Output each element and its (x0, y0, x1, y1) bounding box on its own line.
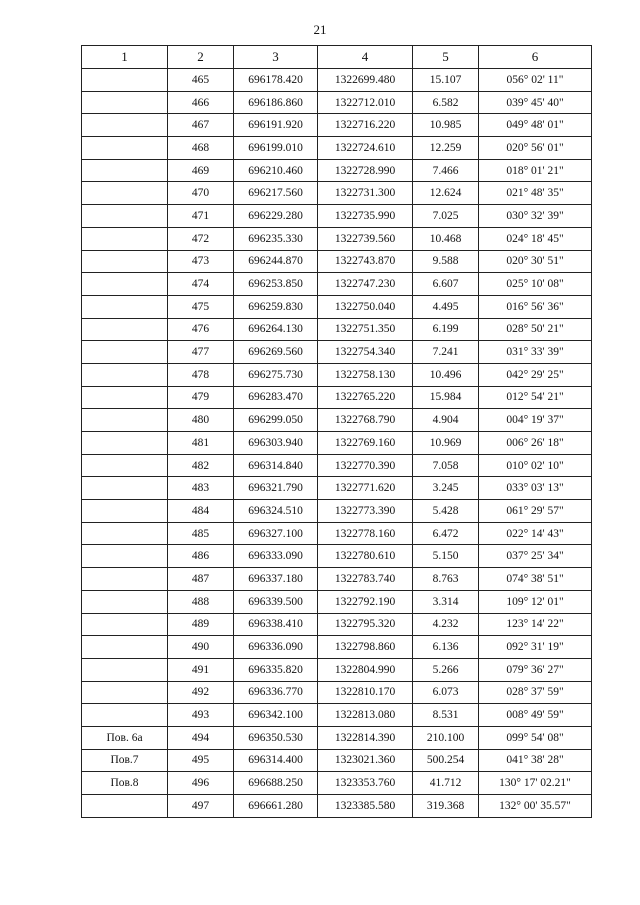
x-coordinate-cell: 696235.330 (234, 227, 318, 250)
y-coordinate-cell: 1322769.160 (318, 432, 413, 455)
y-coordinate-cell: 1322810.170 (318, 681, 413, 704)
turn-label-cell (82, 205, 168, 228)
distance-cell: 6.607 (413, 273, 479, 296)
point-number-cell: 494 (168, 726, 234, 749)
x-coordinate-cell: 696338.410 (234, 613, 318, 636)
distance-cell: 8.763 (413, 568, 479, 591)
point-number-cell: 477 (168, 341, 234, 364)
table-row (82, 681, 592, 704)
point-number-cell: 472 (168, 227, 234, 250)
y-coordinate-cell: 1323021.360 (318, 749, 413, 772)
bearing-cell: 109° 12' 01" (479, 590, 592, 613)
distance-cell: 10.969 (413, 432, 479, 455)
bearing-cell: 028° 50' 21" (479, 318, 592, 341)
x-coordinate-cell: 696321.790 (234, 477, 318, 500)
y-coordinate-cell: 1322751.350 (318, 318, 413, 341)
distance-cell: 6.136 (413, 636, 479, 659)
turn-label-cell: Пов.7 (82, 749, 168, 772)
x-coordinate-cell: 696253.850 (234, 273, 318, 296)
turn-label-cell: Пов. 6а (82, 726, 168, 749)
turn-label-cell (82, 386, 168, 409)
turn-label-cell (82, 137, 168, 160)
table-row (82, 795, 592, 818)
x-coordinate-cell: 696275.730 (234, 363, 318, 386)
bearing-cell: 020° 30' 51" (479, 250, 592, 273)
turn-label-cell (82, 409, 168, 432)
distance-cell: 7.241 (413, 341, 479, 364)
y-coordinate-cell: 1322804.990 (318, 658, 413, 681)
distance-cell: 12.259 (413, 137, 479, 160)
table-row (82, 704, 592, 727)
table-row (82, 159, 592, 182)
table-row (82, 658, 592, 681)
point-number-cell: 476 (168, 318, 234, 341)
bearing-cell: 021° 48' 35" (479, 182, 592, 205)
bearing-cell: 037° 25' 34" (479, 545, 592, 568)
y-coordinate-cell: 1323385.580 (318, 795, 413, 818)
y-coordinate-cell: 1322758.130 (318, 363, 413, 386)
bearing-cell: 123° 14' 22" (479, 613, 592, 636)
y-coordinate-cell: 1323353.760 (318, 772, 413, 795)
table-row (82, 318, 592, 341)
table-row (82, 454, 592, 477)
y-coordinate-cell: 1322813.080 (318, 704, 413, 727)
bearing-cell: 010° 02' 10" (479, 454, 592, 477)
y-coordinate-cell: 1322743.870 (318, 250, 413, 273)
turn-label-cell (82, 363, 168, 386)
point-number-cell: 468 (168, 137, 234, 160)
point-number-cell: 496 (168, 772, 234, 795)
y-coordinate-cell: 1322724.610 (318, 137, 413, 160)
bearing-cell: 092° 31' 19" (479, 636, 592, 659)
turn-label-cell (82, 500, 168, 523)
column-header: 3 (234, 46, 318, 69)
coordinates-table (81, 45, 592, 818)
point-number-cell: 480 (168, 409, 234, 432)
y-coordinate-cell: 1322699.480 (318, 69, 413, 92)
x-coordinate-cell: 696314.840 (234, 454, 318, 477)
distance-cell: 4.495 (413, 295, 479, 318)
y-coordinate-cell: 1322771.620 (318, 477, 413, 500)
x-coordinate-cell: 696337.180 (234, 568, 318, 591)
distance-cell: 9.588 (413, 250, 479, 273)
table-row (82, 636, 592, 659)
bearing-cell: 099° 54' 08" (479, 726, 592, 749)
column-header: 5 (413, 46, 479, 69)
distance-cell: 10.496 (413, 363, 479, 386)
distance-cell: 10.985 (413, 114, 479, 137)
distance-cell: 319.368 (413, 795, 479, 818)
y-coordinate-cell: 1322750.040 (318, 295, 413, 318)
y-coordinate-cell: 1322770.390 (318, 454, 413, 477)
y-coordinate-cell: 1322783.740 (318, 568, 413, 591)
table-row (82, 69, 592, 92)
bearing-cell: 056° 02' 11" (479, 69, 592, 92)
point-number-cell: 491 (168, 658, 234, 681)
table-row (82, 545, 592, 568)
table-row (82, 386, 592, 409)
bearing-cell: 028° 37' 59" (479, 681, 592, 704)
point-number-cell: 495 (168, 749, 234, 772)
point-number-cell: 470 (168, 182, 234, 205)
x-coordinate-cell: 696199.010 (234, 137, 318, 160)
distance-cell: 6.582 (413, 91, 479, 114)
bearing-cell: 061° 29' 57" (479, 500, 592, 523)
distance-cell: 5.150 (413, 545, 479, 568)
turn-label-cell (82, 545, 168, 568)
bearing-cell: 030° 32' 39" (479, 205, 592, 228)
y-coordinate-cell: 1322735.990 (318, 205, 413, 228)
point-number-cell: 475 (168, 295, 234, 318)
point-number-cell: 471 (168, 205, 234, 228)
x-coordinate-cell: 696303.940 (234, 432, 318, 455)
distance-cell: 10.468 (413, 227, 479, 250)
point-number-cell: 469 (168, 159, 234, 182)
x-coordinate-cell: 696259.830 (234, 295, 318, 318)
turn-label-cell (82, 636, 168, 659)
table-row (82, 114, 592, 137)
y-coordinate-cell: 1322731.300 (318, 182, 413, 205)
table-row (82, 432, 592, 455)
table-row (82, 363, 592, 386)
distance-cell: 6.073 (413, 681, 479, 704)
distance-cell: 4.904 (413, 409, 479, 432)
distance-cell: 8.531 (413, 704, 479, 727)
turn-label-cell (82, 613, 168, 636)
table-row (82, 205, 592, 228)
bearing-cell: 008° 49' 59" (479, 704, 592, 727)
x-coordinate-cell: 696661.280 (234, 795, 318, 818)
distance-cell: 41.712 (413, 772, 479, 795)
bearing-cell: 132° 00' 35.57" (479, 795, 592, 818)
x-coordinate-cell: 696336.090 (234, 636, 318, 659)
bearing-cell: 020° 56' 01" (479, 137, 592, 160)
y-coordinate-cell: 1322792.190 (318, 590, 413, 613)
table-row (82, 91, 592, 114)
point-number-cell: 473 (168, 250, 234, 273)
point-number-cell: 483 (168, 477, 234, 500)
x-coordinate-cell: 696210.460 (234, 159, 318, 182)
table-row (82, 250, 592, 273)
turn-label-cell (82, 590, 168, 613)
y-coordinate-cell: 1322768.790 (318, 409, 413, 432)
table-row (82, 409, 592, 432)
x-coordinate-cell: 696264.130 (234, 318, 318, 341)
table-row (82, 500, 592, 523)
x-coordinate-cell: 696217.560 (234, 182, 318, 205)
bearing-cell: 024° 18' 45" (479, 227, 592, 250)
x-coordinate-cell: 696335.820 (234, 658, 318, 681)
turn-label-cell (82, 795, 168, 818)
turn-label-cell: Пов.8 (82, 772, 168, 795)
turn-label-cell (82, 318, 168, 341)
x-coordinate-cell: 696688.250 (234, 772, 318, 795)
bearing-cell: 016° 56' 36" (479, 295, 592, 318)
x-coordinate-cell: 696178.420 (234, 69, 318, 92)
turn-label-cell (82, 182, 168, 205)
bearing-cell: 022° 14' 43" (479, 522, 592, 545)
x-coordinate-cell: 696342.100 (234, 704, 318, 727)
bearing-cell: 004° 19' 37" (479, 409, 592, 432)
y-coordinate-cell: 1322780.610 (318, 545, 413, 568)
table-row (82, 726, 592, 749)
bearing-cell: 074° 38' 51" (479, 568, 592, 591)
point-number-cell: 466 (168, 91, 234, 114)
turn-label-cell (82, 522, 168, 545)
table-header-row (82, 46, 592, 69)
distance-cell: 7.058 (413, 454, 479, 477)
point-number-cell: 474 (168, 273, 234, 296)
table-row (82, 341, 592, 364)
y-coordinate-cell: 1322728.990 (318, 159, 413, 182)
distance-cell: 3.245 (413, 477, 479, 500)
point-number-cell: 489 (168, 613, 234, 636)
turn-label-cell (82, 341, 168, 364)
x-coordinate-cell: 696191.920 (234, 114, 318, 137)
turn-label-cell (82, 454, 168, 477)
x-coordinate-cell: 696186.860 (234, 91, 318, 114)
turn-label-cell (82, 568, 168, 591)
y-coordinate-cell: 1322739.560 (318, 227, 413, 250)
table-row (82, 477, 592, 500)
y-coordinate-cell: 1322716.220 (318, 114, 413, 137)
x-coordinate-cell: 696350.530 (234, 726, 318, 749)
point-number-cell: 481 (168, 432, 234, 455)
column-header: 1 (82, 46, 168, 69)
x-coordinate-cell: 696244.870 (234, 250, 318, 273)
x-coordinate-cell: 696269.560 (234, 341, 318, 364)
distance-cell: 15.984 (413, 386, 479, 409)
page-number: 21 (313, 22, 327, 37)
table-body (82, 69, 592, 818)
turn-label-cell (82, 227, 168, 250)
bearing-cell: 033° 03' 13" (479, 477, 592, 500)
x-coordinate-cell: 696314.400 (234, 749, 318, 772)
bearing-cell: 012° 54' 21" (479, 386, 592, 409)
distance-cell: 3.314 (413, 590, 479, 613)
x-coordinate-cell: 696333.090 (234, 545, 318, 568)
distance-cell: 7.466 (413, 159, 479, 182)
distance-cell: 6.472 (413, 522, 479, 545)
y-coordinate-cell: 1322712.010 (318, 91, 413, 114)
bearing-cell: 031° 33' 39" (479, 341, 592, 364)
turn-label-cell (82, 114, 168, 137)
turn-label-cell (82, 295, 168, 318)
point-number-cell: 490 (168, 636, 234, 659)
y-coordinate-cell: 1322814.390 (318, 726, 413, 749)
column-header: 4 (318, 46, 413, 69)
point-number-cell: 484 (168, 500, 234, 523)
point-number-cell: 479 (168, 386, 234, 409)
turn-label-cell (82, 159, 168, 182)
table-row (82, 273, 592, 296)
point-number-cell: 497 (168, 795, 234, 818)
point-number-cell: 467 (168, 114, 234, 137)
y-coordinate-cell: 1322795.320 (318, 613, 413, 636)
table-row (82, 522, 592, 545)
y-coordinate-cell: 1322754.340 (318, 341, 413, 364)
table-row (82, 137, 592, 160)
turn-label-cell (82, 250, 168, 273)
table-row (82, 182, 592, 205)
point-number-cell: 487 (168, 568, 234, 591)
turn-label-cell (82, 69, 168, 92)
distance-cell: 5.266 (413, 658, 479, 681)
point-number-cell: 478 (168, 363, 234, 386)
y-coordinate-cell: 1322773.390 (318, 500, 413, 523)
column-header: 2 (168, 46, 234, 69)
distance-cell: 5.428 (413, 500, 479, 523)
bearing-cell: 025° 10' 08" (479, 273, 592, 296)
distance-cell: 4.232 (413, 613, 479, 636)
table-row (82, 295, 592, 318)
y-coordinate-cell: 1322765.220 (318, 386, 413, 409)
point-number-cell: 493 (168, 704, 234, 727)
turn-label-cell (82, 432, 168, 455)
turn-label-cell (82, 477, 168, 500)
x-coordinate-cell: 696229.280 (234, 205, 318, 228)
bearing-cell: 041° 38' 28" (479, 749, 592, 772)
y-coordinate-cell: 1322778.160 (318, 522, 413, 545)
table-row (82, 772, 592, 795)
x-coordinate-cell: 696336.770 (234, 681, 318, 704)
point-number-cell: 465 (168, 69, 234, 92)
turn-label-cell (82, 681, 168, 704)
distance-cell: 500.254 (413, 749, 479, 772)
x-coordinate-cell: 696339.500 (234, 590, 318, 613)
table-row (82, 227, 592, 250)
point-number-cell: 486 (168, 545, 234, 568)
x-coordinate-cell: 696324.510 (234, 500, 318, 523)
x-coordinate-cell: 696283.470 (234, 386, 318, 409)
distance-cell: 7.025 (413, 205, 479, 228)
table-row (82, 613, 592, 636)
table-row (82, 749, 592, 772)
bearing-cell: 130° 17' 02.21" (479, 772, 592, 795)
table-row (82, 590, 592, 613)
column-header: 6 (479, 46, 592, 69)
distance-cell: 15.107 (413, 69, 479, 92)
turn-label-cell (82, 704, 168, 727)
bearing-cell: 079° 36' 27" (479, 658, 592, 681)
point-number-cell: 488 (168, 590, 234, 613)
bearing-cell: 049° 48' 01" (479, 114, 592, 137)
distance-cell: 12.624 (413, 182, 479, 205)
x-coordinate-cell: 696299.050 (234, 409, 318, 432)
point-number-cell: 485 (168, 522, 234, 545)
table-row (82, 568, 592, 591)
bearing-cell: 018° 01' 21" (479, 159, 592, 182)
bearing-cell: 039° 45' 40" (479, 91, 592, 114)
turn-label-cell (82, 273, 168, 296)
distance-cell: 6.199 (413, 318, 479, 341)
bearing-cell: 006° 26' 18" (479, 432, 592, 455)
bearing-cell: 042° 29' 25" (479, 363, 592, 386)
point-number-cell: 492 (168, 681, 234, 704)
distance-cell: 210.100 (413, 726, 479, 749)
turn-label-cell (82, 658, 168, 681)
turn-label-cell (82, 91, 168, 114)
y-coordinate-cell: 1322798.860 (318, 636, 413, 659)
x-coordinate-cell: 696327.100 (234, 522, 318, 545)
y-coordinate-cell: 1322747.230 (318, 273, 413, 296)
point-number-cell: 482 (168, 454, 234, 477)
